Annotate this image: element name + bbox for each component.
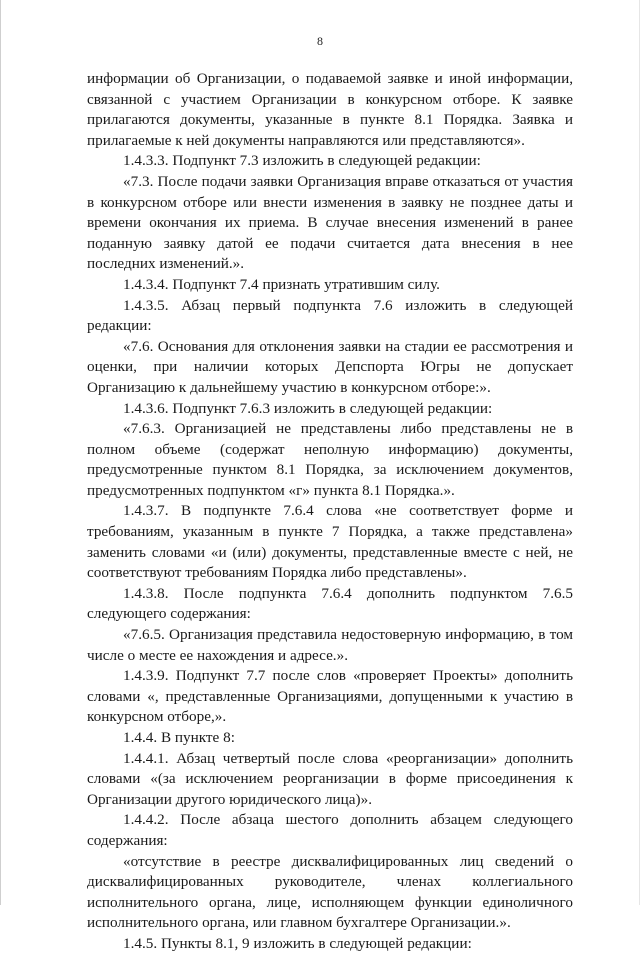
paragraph-1-4-3-9: 1.4.3.9. Подпункт 7.7 после слов «проверяет Проекты» дополнить словами «, представленные Организациями, допущенными к участию в конкурсном отборе,». — [87, 667, 573, 726]
page-number: 8 — [317, 34, 323, 48]
paragraph-1-4-3-5: 1.4.3.5. Абзац первый подпункта 7.6 изложить в следующей редакции: — [87, 296, 573, 335]
paragraph-1-4-4-1: 1.4.4.1. Абзац четвертый после слова «реорганизации» дополнить словами «(за исключением реорганизации в форме присоединения к Организации другого юридического лица)». — [87, 749, 573, 808]
paragraph-quote-7-6: «7.6. Основания для отклонения заявки на стадии ее рассмотрения и оценки, при наличии которых Депспорта Югры не допускает Организацию к дальнейшему участию в конкурсном отборе:». — [87, 337, 573, 396]
paragraph-quote-disqualified: «отсутствие в реестре дисквалифицированных лиц сведений о дисквалифицированных руководителе, членах коллегиального исполнительного органа, лице, исполняющем функции единоличного исполнительного органа, или главном бухгалтере Организации.». — [87, 852, 573, 932]
paragraph-quote-7-6-3: «7.6.3. Организацией не представлены либо представлены не в полном объеме (содержат неполную информацию) документы, предусмотренные пунктом 8.1 Порядка, за исключением документов, предусмотренных подпунктом «г» пункта 8.1 Порядка.». — [87, 420, 573, 499]
paragraph-1-4-3-6: 1.4.3.6. Подпункт 7.6.3 изложить в следующей редакции: — [123, 399, 493, 417]
paragraph-1-4-3-4: 1.4.3.4. Подпункт 7.4 признать утратившим силу. — [123, 275, 440, 293]
paragraph-1-4-3-3: 1.4.3.3. Подпункт 7.3 изложить в следующей редакции: — [123, 152, 481, 170]
document-body — [87, 69, 573, 955]
paragraph-quote-7-6-5: «7.6.5. Организация представила недостоверную информацию, в том числе о месте ее нахождения и адресе.». — [87, 626, 573, 664]
paragraph-1-4-3-8: 1.4.3.8. После подпункта 7.6.4 дополнить подпунктом 7.6.5 следующего содержания: — [87, 584, 573, 623]
paragraph-1-4-4: 1.4.4. В пункте 8: — [123, 729, 235, 746]
paragraph-continuation: информации об Организации, о подаваемой заявке и иной информации, связанной с участием Организации в конкурсном отборе. К заявке прилагаются документы, указанные в пункте 8.1 Порядка. Заявка и прилагаемые к ней документы направляются или представляются». — [87, 70, 573, 149]
paragraph-quote-7-3: «7.3. После подачи заявки Организация вправе отказаться от участия в конкурсном отборе или внести изменения в заявку не позднее даты и времени окончания их приема. В случае внесения изменений в ранее поданную заявку датой ее подачи считается дата внесения в нее последних изменений.». — [87, 172, 573, 273]
paragraph-1-4-5: 1.4.5. Пункты 8.1, 9 изложить в следующей редакции: — [123, 934, 472, 952]
paragraph-1-4-4-2: 1.4.4.2. После абзаца шестого дополнить абзацем следующего содержания: — [87, 811, 573, 849]
paragraph-1-4-3-7: 1.4.3.7. В подпункте 7.6.4 слова «не соответствует форме и требованиям, указанным в пункте 7 Порядка, а также представлена» заменить словами «и (или) документы, представленные вместе с ней, не соответствуют требованиям Порядка либо представлены». — [87, 502, 573, 582]
